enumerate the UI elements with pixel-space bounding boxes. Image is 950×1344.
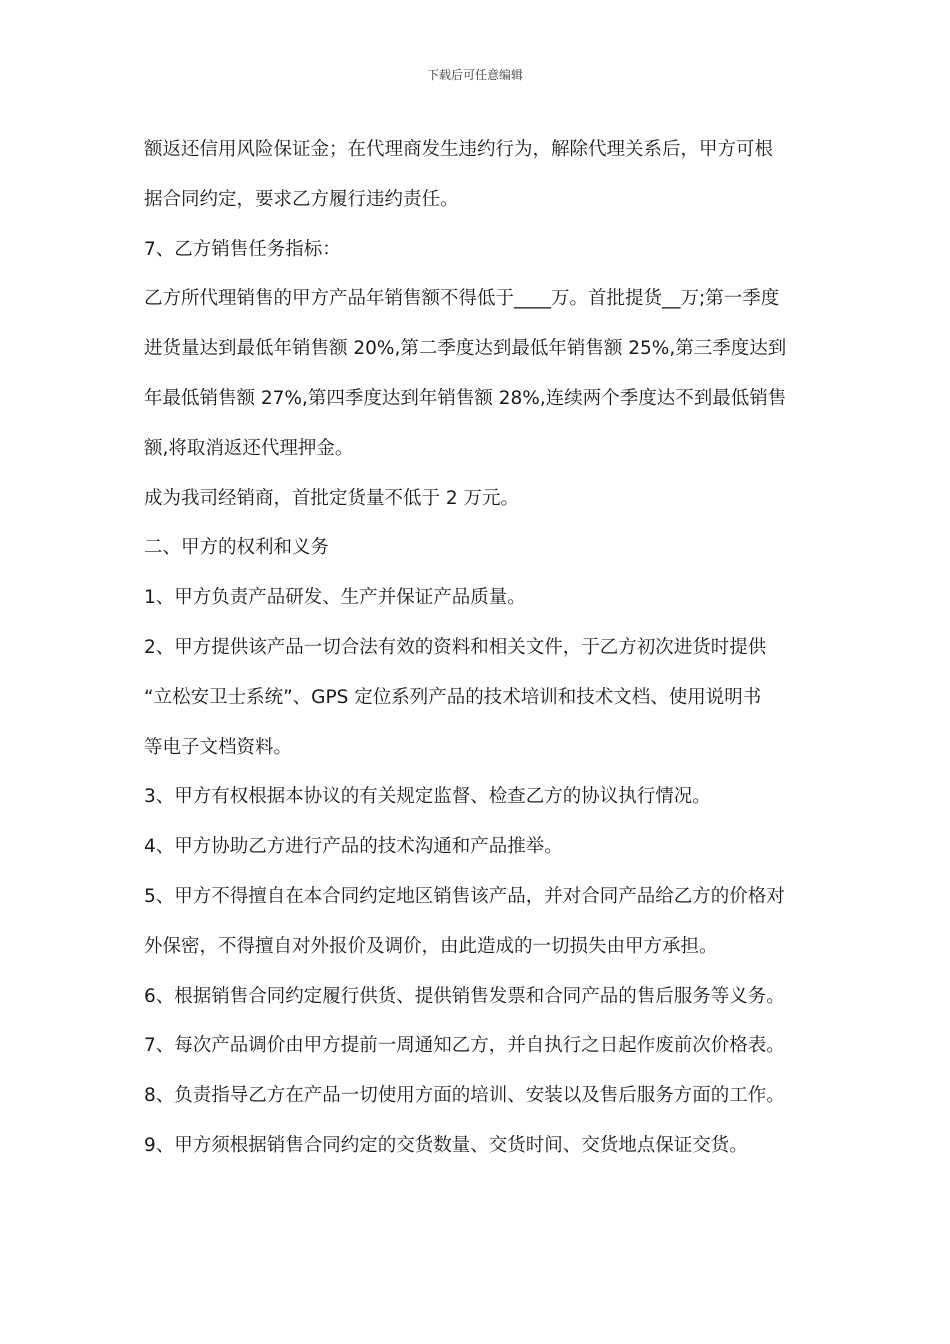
text-line: 据合同约定，要求乙方履行违约责任。 bbox=[144, 188, 459, 210]
section-heading: 二、甲方的权利和义务 bbox=[144, 537, 330, 559]
text-line: 7、乙方销售任务指标： bbox=[144, 238, 341, 260]
text-line: 1、甲方负责产品研发、生产并保证产品质量。 bbox=[144, 587, 526, 609]
text-line: 外保密，不得擅自对外报价及调价，由此造成的一切损失由甲方承担。 bbox=[144, 935, 718, 957]
text-line: 额返还信用风险保证金；在代理商发生违约行为，解除代理关系后，甲方可根 bbox=[144, 139, 774, 160]
page-header: 下载后可任意编辑 bbox=[426, 68, 523, 82]
text-line: 4、甲方协助乙方进行产品的技术沟通和产品推举。 bbox=[144, 836, 563, 858]
text-line: 年最低销售额 27%,第四季度达到年销售额 28%,连续两个季度达不到最低销售 bbox=[144, 387, 787, 409]
text-line: 3、甲方有权根据本协议的有关规定监督、检查乙方的协议执行情况。 bbox=[144, 786, 711, 808]
text-line: 进货量达到最低年销售额 20%,第二季度达到最低年销售额 25%,第三季度达到 bbox=[144, 338, 787, 360]
text-line: 5、甲方不得擅自在本合同约定地区销售该产品，并对合同产品给乙方的价格对 bbox=[144, 885, 785, 907]
text-line: 等电子文档资料。 bbox=[144, 736, 293, 758]
text-line: 9、甲方须根据销售合同约定的交货数量、交货时间、交货地点保证交货。 bbox=[144, 1134, 748, 1156]
text-line: 7、每次产品调价由甲方提前一周通知乙方，并自执行之日起作废前次价格表。 bbox=[144, 1035, 785, 1057]
text-line: 乙方所代理销售的甲方产品年销售额不得低于____万。首批提货__万;第一季度 bbox=[144, 288, 780, 310]
text-line: “立松安卫士系统”、GPS 定位系列产品的技术培训和技术文档、使用说明书 bbox=[144, 686, 762, 708]
text-line: 8、负责指导乙方在产品一切使用方面的培训、安装以及售后服务方面的工作。 bbox=[144, 1085, 785, 1107]
text-line: 额,将取消返还代理押金。 bbox=[144, 437, 354, 459]
text-line: 成为我司经销商，首批定货量不低于 2 万元。 bbox=[144, 487, 520, 509]
text-line: 6、根据销售合同约定履行供货、提供销售发票和合同产品的售后服务等义务。 bbox=[144, 985, 785, 1007]
document-body bbox=[144, 125, 812, 1171]
text-line: 2、甲方提供该产品一切合法有效的资料和相关文件，于乙方初次进货时提供 bbox=[144, 636, 767, 658]
